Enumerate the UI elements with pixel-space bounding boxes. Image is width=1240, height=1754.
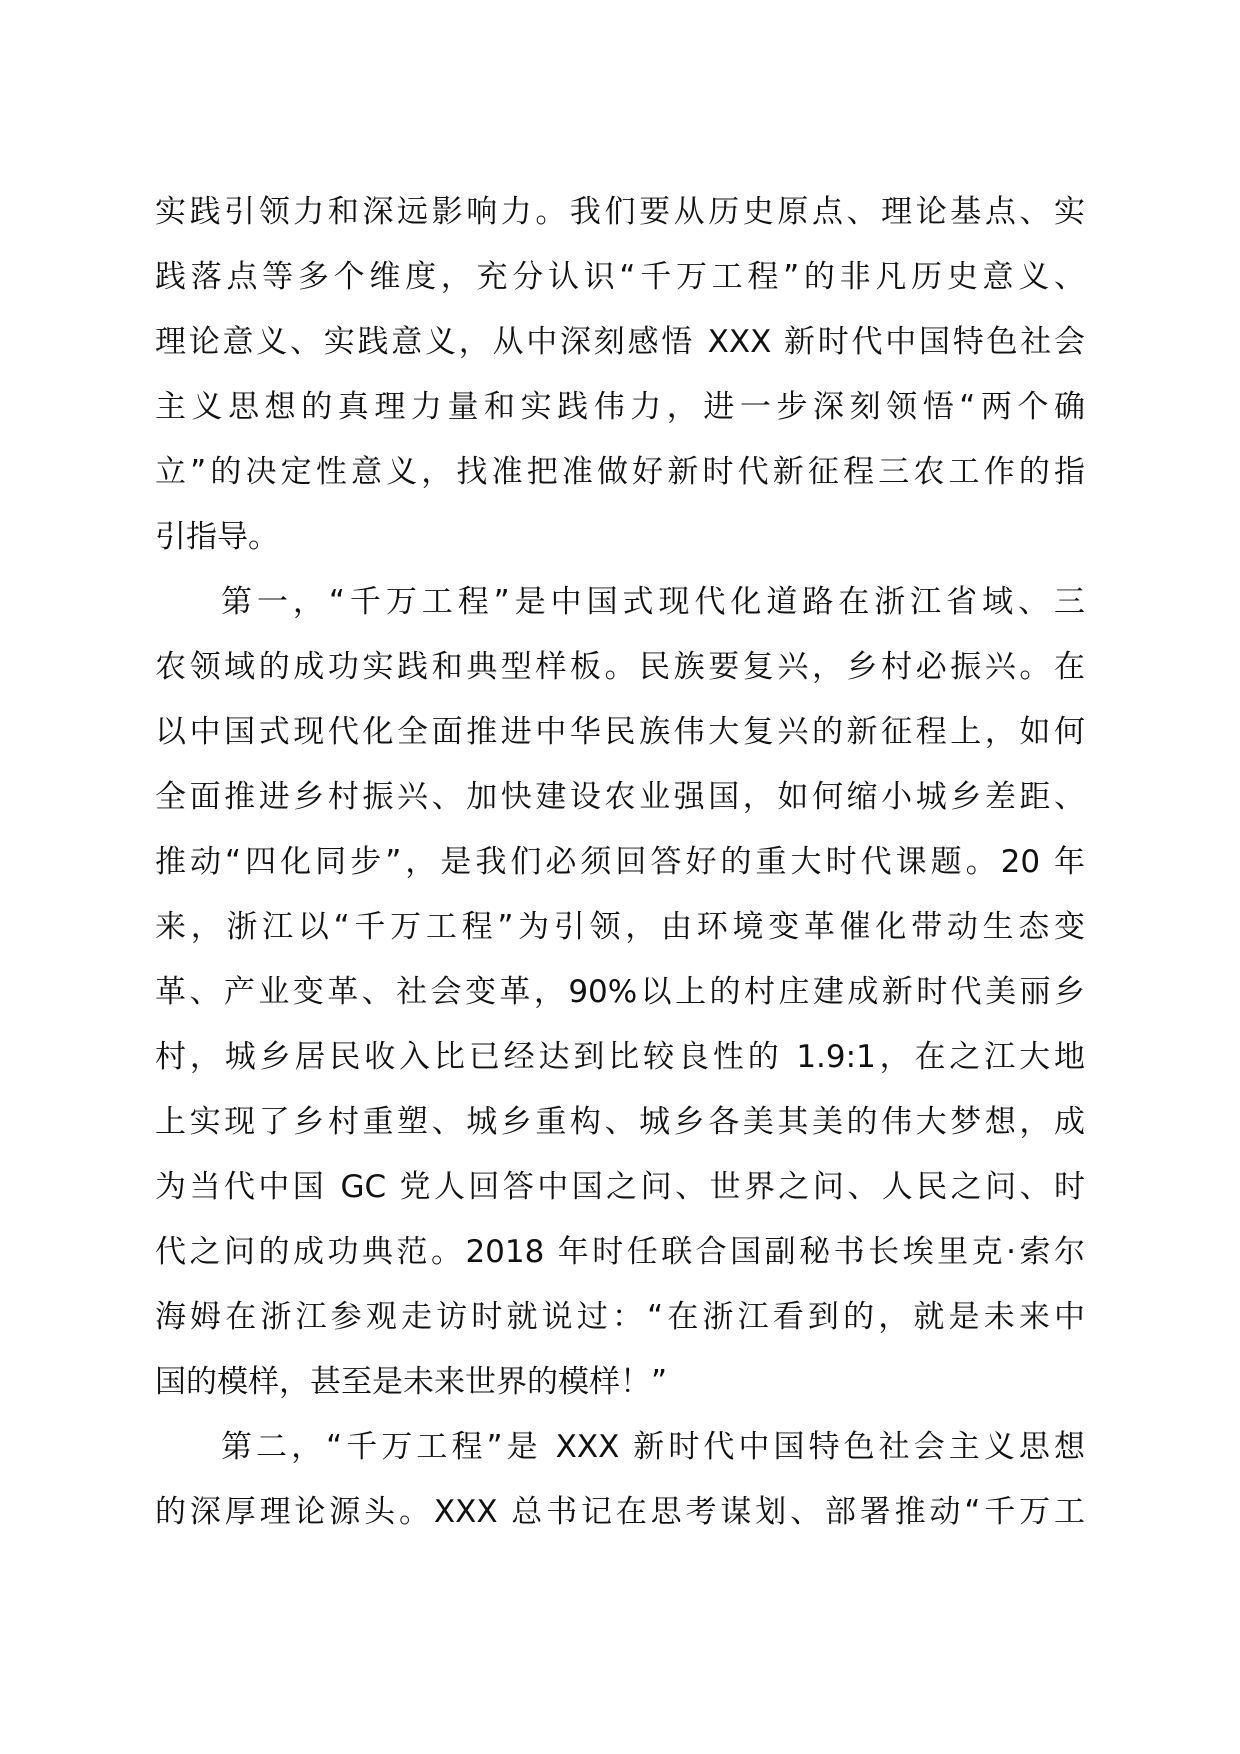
text-line: 国的模样，甚至是未来世界的模样！” xyxy=(155,1364,668,1400)
text-line: 代之问的成功典范。2018 年时任联合国副秘书长埃里克·索尔 xyxy=(155,1234,1085,1270)
text-line: 村，城乡居民收入比已经达到比较良性的 1.9:1，在之江大地 xyxy=(155,1039,1085,1075)
text-line: 践落点等多个维度，充分认识“千万工程”的非凡历史意义、 xyxy=(155,259,1085,295)
paragraph-first-line: 第一，“千万工程”是中国式现代化道路在浙江省域、三 xyxy=(221,584,1085,620)
text-line: 来，浙江以“千万工程”为引领，由环境变革催化带动生态变 xyxy=(155,909,1085,945)
text-line: 实践引领力和深远影响力。我们要从历史原点、理论基点、实 xyxy=(155,194,1085,230)
text-line: 为当代中国 GC 党人回答中国之问、世界之问、人民之问、时 xyxy=(155,1169,1085,1205)
document-body xyxy=(155,180,1085,1545)
text-line: 革、产业变革、社会变革，90%以上的村庄建成新时代美丽乡 xyxy=(155,974,1085,1010)
text-line: 全面推进乡村振兴、加快建设农业强国，如何缩小城乡差距、 xyxy=(155,779,1085,815)
text-line: 海姆在浙江参观走访时就说过：“在浙江看到的，就是未来中 xyxy=(155,1299,1085,1335)
text-line: 理论意义、实践意义，从中深刻感悟 XXX 新时代中国特色社会 xyxy=(155,324,1085,360)
text-line: 立”的决定性意义，找准把准做好新时代新征程三农工作的指 xyxy=(155,454,1085,490)
text-line: 主义思想的真理力量和实践伟力，进一步深刻领悟“两个确 xyxy=(155,389,1085,425)
text-line: 农领域的成功实践和典型样板。民族要复兴，乡村必振兴。在 xyxy=(155,649,1085,685)
text-line: 引指导。 xyxy=(155,519,279,555)
text-line: 的深厚理论源头。XXX 总书记在思考谋划、部署推动“千万工 xyxy=(155,1494,1085,1530)
text-line: 以中国式现代化全面推进中华民族伟大复兴的新征程上，如何 xyxy=(155,714,1085,750)
text-line: 上实现了乡村重塑、城乡重构、城乡各美其美的伟大梦想，成 xyxy=(155,1104,1085,1140)
paragraph-first-line: 第二，“千万工程”是 XXX 新时代中国特色社会主义思想 xyxy=(221,1429,1085,1465)
text-line: 推动“四化同步”，是我们必须回答好的重大时代课题。20 年 xyxy=(155,844,1085,880)
